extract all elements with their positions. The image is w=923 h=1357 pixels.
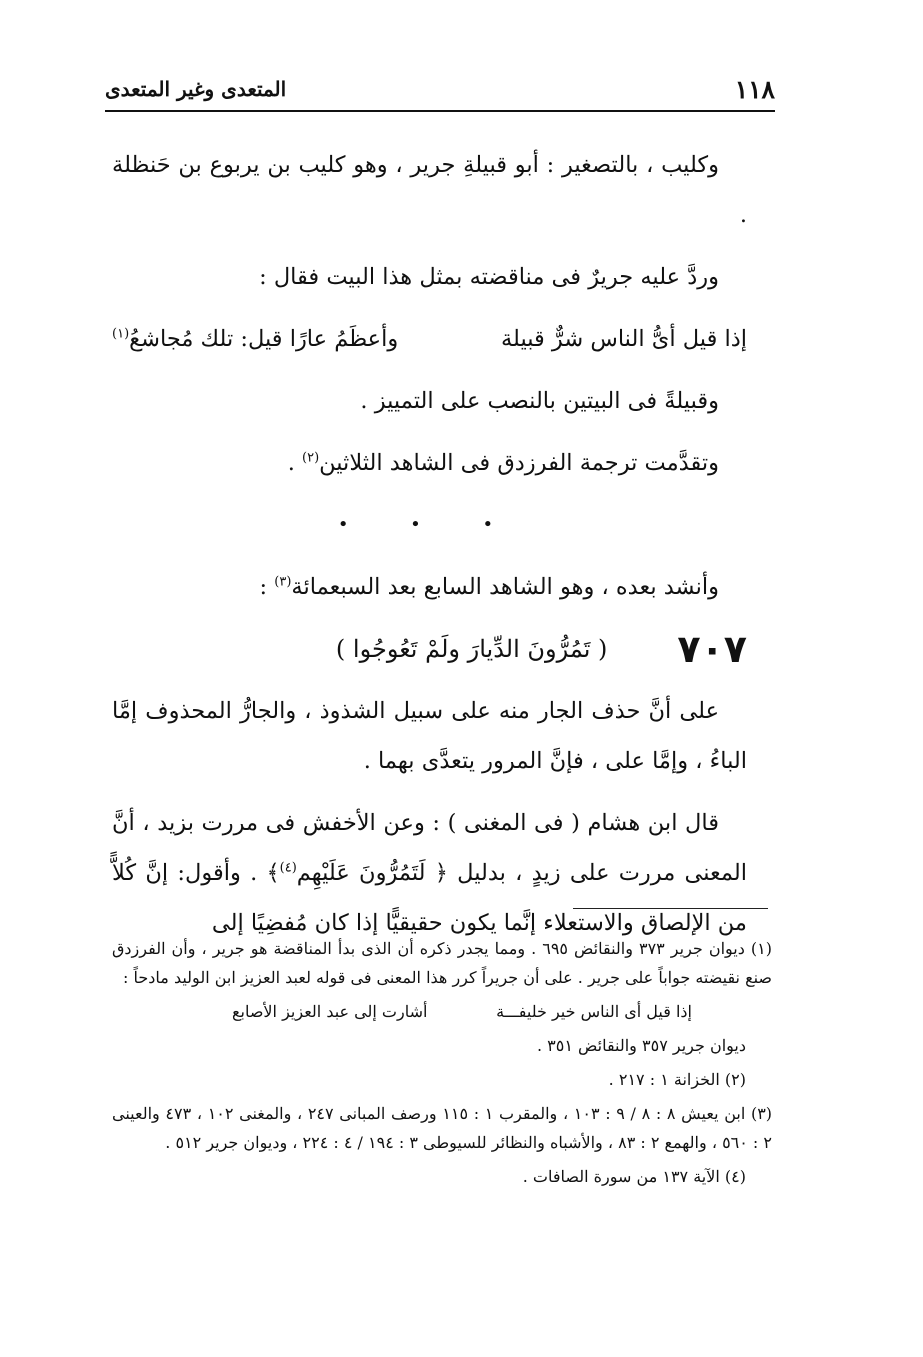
footnote-2: (٢) الخزانة ١ : ٢١٧ . [608, 1070, 746, 1089]
footnote-1-source: ديوان جرير ٣٥٧ والنقائض ٣٥١ . [536, 1036, 746, 1055]
shahid-number: ٧٠٧ [677, 627, 747, 671]
verse-hemistich-first: إذا قيل أىُّ الناس شرٌّ قبيلة [500, 326, 747, 352]
footnote-verse-second: أشارت إلى عبد العزيز الأصابع [232, 1002, 428, 1021]
header-rule [105, 110, 775, 112]
footnote-verse [112, 997, 772, 1026]
verse-hemistich-second: وأعظَمُ عارًا قيل: تلك مُجاشعُ$^{(١)}$ [112, 326, 399, 352]
shahid-text: ( تَمُرُّونَ الدِّيارَ ولَمْ تَعُوجُوا ) [335, 635, 608, 663]
footnote-ref-2: (٢) [302, 450, 320, 466]
footnotes [112, 934, 772, 1196]
verse-line [112, 314, 747, 364]
page-number: ١١٨ [734, 74, 775, 104]
footnote-ref-1: (١) [112, 326, 130, 342]
shahid-line [112, 624, 747, 674]
footnote-ref-4: (٤) [279, 860, 297, 876]
footnote-ref-3: (٣) [274, 574, 292, 590]
footnote-verse-first: إذا قيل أى الناس خير خليفـــة [496, 1002, 692, 1021]
main-text [112, 140, 747, 960]
footnote-3: (٣) ابن يعيش ٨ : ٨ / ٩ : ١٠٣ ، والمقرب ١ : ١١٥ ورصف المبانى ٢٤٧ ، والمغنى ١٠٢ ، ٤٧٣ والعينى ٢ : ٥٦٠ ، والهمع ٢ : ٨٣ ، والأشباه والنظائر للسيوطى ٣ : ١٩٤ / ٤ : ٢٢٤ ، وديوان جرير ٥١٢ . [112, 1104, 773, 1152]
paragraph-recited: وأنشد بعده ، وهو الشاهد السابع بعد السبعمائة$^{(٣)}$ : [259, 574, 719, 600]
running-title: المتعدى وغير المتعدى [105, 77, 287, 101]
footnote-4: (٤) الآية ١٣٧ من سورة الصافات . [522, 1167, 746, 1186]
paragraph-kulaib: وكليب ، بالتصغير : أبو قبيلةِ جرير ، وهو كليب بن يربوع بن حَنظلة . [112, 152, 747, 228]
paragraph-farazdaq: وتقدَّمت ترجمة الفرزدق فى الشاهد الثلاثين$^{(٢)}$ . [287, 450, 719, 476]
section-separator: • • • [337, 514, 522, 535]
paragraph-reply: وردَّ عليه جريرٌ فى مناقضته بمثل هذا البيت فقال : [259, 264, 719, 290]
paragraph-ibn-hisham: قال ابن هشام ( فى المغنى ) : وعن الأخفش فى مررت بزيد ، أنَّ المعنى مررت على زيدٍ ، بدليل ﴿ لَتَمُرُّونَ عَلَيْهِم$^{(٤)}$﴾ . وأقول: إنَّ كُلاًّ من الإلصاق والاستعلاء إنَّما يكون حقيقيًّا إذا كان مُفضِيًا إلى [112, 810, 748, 936]
paragraph-tamyiz: وقبيلةً فى البيتين بالنصب على التمييز . [360, 388, 719, 414]
footnote-1: (١) ديوان جرير ٣٧٣ والنقائض ٦٩٥ . ومما يجدر ذكره أن الذى بدأ المناقضة هو جرير ، وأن الفرزدق صنع نقيضته جواباً على جرير . على أن جريراً كرر هذا المعنى فى قوله لعبد العزيز ابن الوليد مادحاً : [112, 939, 772, 987]
running-header [105, 72, 775, 106]
footnote-rule [573, 908, 768, 909]
paragraph-omission: على أنَّ حذف الجار منه على سبيل الشذوذ ، والجارُّ المحذوف إمَّا الباءُ ، وإمَّا على ، فإنَّ المرور يتعدَّى بهما . [112, 698, 747, 774]
